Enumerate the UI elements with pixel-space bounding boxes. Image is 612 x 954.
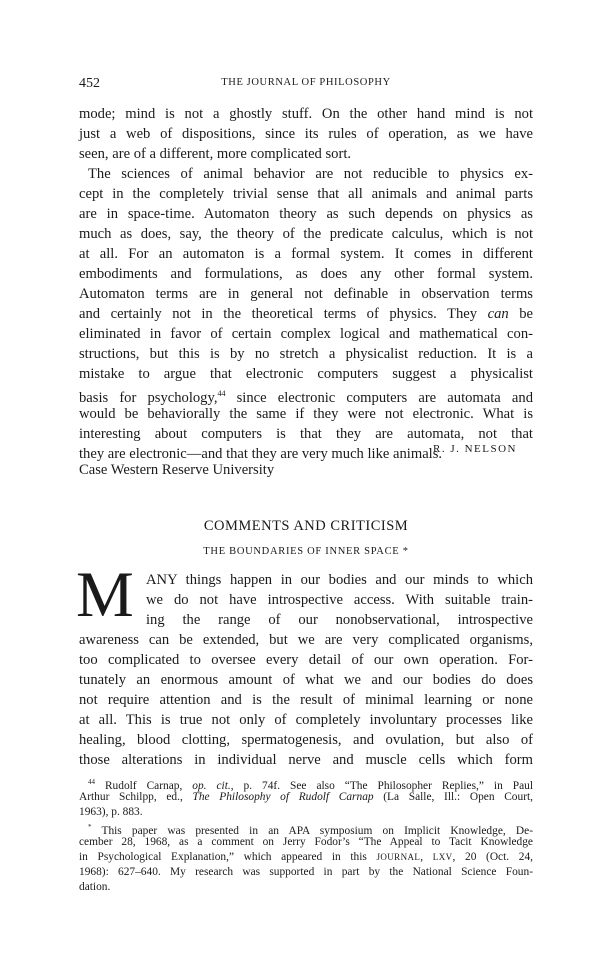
body-line-15-tail: since electronic computers are automata and xyxy=(225,389,533,406)
article-title xyxy=(79,546,533,557)
body-line-4: The sciences of animal behavior are not reducible to physics ex- xyxy=(88,166,533,182)
drop-cap: M xyxy=(76,559,134,631)
footnote-ref-44[interactable]: 44 xyxy=(217,389,226,398)
footnote-star-line-4: 1968): 627–640. My research was supported in part by the National Science Foun- xyxy=(79,866,533,878)
footnote-mark-44: 44 xyxy=(88,778,95,786)
body-line-17: interesting about computers is that they are automata, not that xyxy=(79,426,533,442)
body-line-18: they are electronic—and that they are very much like animals. xyxy=(79,446,443,462)
body-line-15-text: basis for psychology, xyxy=(79,389,218,406)
body-line-14: mistake to argue that electronic computers suggest a physicalist xyxy=(79,366,533,382)
article-line-7: not require attention and is the result of minimal learning or none xyxy=(79,692,533,708)
fn44-l2c: (La Salle, Ill.: Open Court, xyxy=(373,791,533,803)
footnote-mark-star: * xyxy=(88,823,92,831)
footnote-44-line-1 xyxy=(88,775,533,790)
body-line-7: much as does, say, the theory of the predicate calculus, which is not xyxy=(79,226,533,242)
body-line-8: at all. For an automaton is a formal system. It comes in different xyxy=(79,246,533,262)
body-line-9: embodiments and formulations, as does any other formal system. xyxy=(79,266,533,282)
fn44-l1a: Rudolf Carnap, xyxy=(95,779,193,792)
article-line-5: too complicated to oversee every detail of our own operation. For- xyxy=(79,652,533,668)
body-line-10: Automaton terms are in general not definable in observation terms xyxy=(79,286,533,302)
fnstar-l3e: , 20 (Oct. 24, xyxy=(452,851,533,863)
fnstar-l3a: in Psychological Explanation,” which appeared in this xyxy=(79,851,377,863)
fn44-l1c: , p. 74f. See also “The Philosopher Replies,” in Paul xyxy=(230,779,533,792)
body-line-15 xyxy=(79,384,533,404)
footnote-star-line-5: dation. xyxy=(79,881,111,893)
article-title-text: THE BOUNDARIES OF INNER SPACE xyxy=(203,546,400,557)
article-title-mark[interactable]: * xyxy=(402,546,409,557)
footnote-44-line-2 xyxy=(79,790,533,805)
fnstar-l3c: , xyxy=(420,851,433,863)
author-affiliation: Case Western Reserve University xyxy=(79,462,275,478)
section-title: COMMENTS AND CRITICISM xyxy=(203,518,409,534)
body-line-12: eliminated in favor of certain complex logical and mathematical con- xyxy=(79,326,533,342)
emphasis-can: can xyxy=(487,306,509,322)
article-line-10: those alterations in individual nerve and muscle cells which form xyxy=(79,752,533,768)
body-line-13: structions, but this is by no stretch a physicalist reduction. It is a xyxy=(79,346,533,362)
page-number: 452 xyxy=(79,76,100,91)
footnote-star-line-1 xyxy=(88,820,533,835)
article-line-4: awareness can be extended, but we are very complicated organisms, xyxy=(79,632,533,648)
body-line-2: just a web of dispositions, since its rules of operation, as we have xyxy=(79,126,533,142)
body-line-3: seen, are of a different, more complicated sort. xyxy=(79,146,352,162)
body-line-11-text: and certainly not in the theoretical terms of physics. They xyxy=(79,306,488,322)
body-line-11-tail: be xyxy=(508,306,533,322)
article-line-1: ANY things happen in our bodies and our minds to which xyxy=(146,572,533,588)
fnstar-volume: LXV xyxy=(432,852,453,862)
footnote-44-line-3: 1963), p. 883. xyxy=(79,806,143,818)
fnstar-journal: JOURNAL xyxy=(376,852,421,862)
article-line-3: ing the range of our nonobservational, introspective xyxy=(146,612,533,628)
body-line-16: would be behaviorally the same if they were not electronic. What is xyxy=(79,406,533,422)
fn44-book-title: The Philosophy of Rudolf Carnap xyxy=(192,791,374,803)
author-signature: R. J. NELSON xyxy=(432,443,517,455)
article-line-9: healing, blood clotting, spermatogenesis, and ovulation, but also of xyxy=(79,732,533,748)
fnstar-l1: This paper was presented in an APA symposium on Implicit Knowledge, De- xyxy=(91,824,533,837)
article-line-6: tunately an enormous amount of what we and our bodies do does xyxy=(79,672,533,688)
fn44-op-cit: op. cit. xyxy=(192,779,231,792)
footnote-star-line-3 xyxy=(79,850,533,865)
article-line-2: we do not have introspective access. With suitable train- xyxy=(146,592,533,608)
body-line-1: mode; mind is not a ghostly stuff. On the other hand mind is not xyxy=(79,106,533,122)
footnote-star-line-2: cember 28, 1968, as a comment on Jerry Fodor’s “The Appeal to Tacit Knowledge xyxy=(79,836,533,848)
body-line-11 xyxy=(79,304,533,324)
body-line-5: cept in the completely trivial sense that all animals and animal parts xyxy=(79,186,533,202)
body-line-6: are in space-time. Automaton theory as such depends on physics as xyxy=(79,206,533,222)
journal-title: THE JOURNAL OF PHILOSOPHY xyxy=(221,77,391,88)
fn44-l2a: Arthur Schilpp, ed., xyxy=(79,791,193,803)
article-line-8: at all. This is true not only of completely involuntary processes like xyxy=(79,712,533,728)
running-header xyxy=(79,76,533,92)
